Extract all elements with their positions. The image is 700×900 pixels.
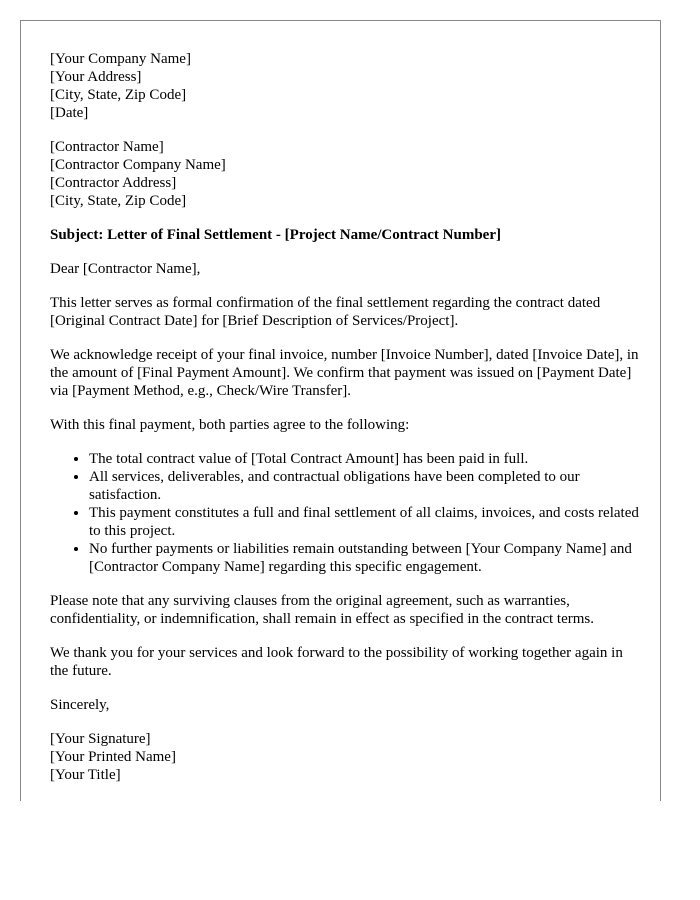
signature-placeholder: [Your Signature] [50,731,151,747]
letter-page [20,20,661,801]
invoice-paragraph: We acknowledge receipt of your final invoice, number [Invoice Number], dated [Invoice Date], in the amount of [Final Payment Amount]. We confirm that payment was issued on [Payment Date] via [Payment Method, e.g., Check/Wire Transfer]. [50,347,639,399]
recipient-city-state-zip: [City, State, Zip Code] [50,193,187,209]
sender-address: [Your Address] [50,69,142,85]
salutation: Dear [Contractor Name], [50,261,201,277]
terms-list [50,450,640,576]
sender-company: [Your Company Name] [50,51,191,67]
printed-name: [Your Printed Name] [50,749,176,765]
recipient-address: [Contractor Address] [50,175,177,191]
term-item: • This payment constitutes a full and final settlement of all claims, invoices, and costs related to this project. [89,504,640,540]
sender-city-state-zip: [City, State, Zip Code] [50,87,187,103]
agreement-lead-paragraph: With this final payment, both parties agree to the following: [50,417,410,433]
term-item: • No further payments or liabilities remain outstanding between [Your Company Name] and [Contractor Company Name] regarding this specific engagement. [89,540,640,576]
intro-paragraph: This letter serves as formal confirmation of the final settlement regarding the contract dated [Original Contract Date] for [Brief Description of Services/Project]. [50,295,601,329]
subject-line: Subject: Letter of Final Settlement - [Project Name/Contract Number] [50,227,501,243]
recipient-name: [Contractor Name] [50,139,164,155]
thanks-paragraph: We thank you for your services and look forward to the possibility of working together again in the future. [50,645,623,679]
recipient-address-block [50,138,640,210]
sign-off: Sincerely, [50,697,110,713]
surviving-clauses-paragraph: Please note that any surviving clauses from the original agreement, such as warranties, confidentiality, or indemnification, shall remain in effect as specified in the contract terms. [50,593,594,627]
sender-address-block [50,50,640,122]
signature-block [50,730,640,784]
letter-date: [Date] [50,105,89,121]
recipient-company: [Contractor Company Name] [50,157,226,173]
term-item: • The total contract value of [Total Contract Amount] has been paid in full. [89,450,640,468]
term-item: • All services, deliverables, and contractual obligations have been completed to our satisfaction. [89,468,640,504]
letter-content [50,50,640,784]
signer-title: [Your Title] [50,767,121,783]
